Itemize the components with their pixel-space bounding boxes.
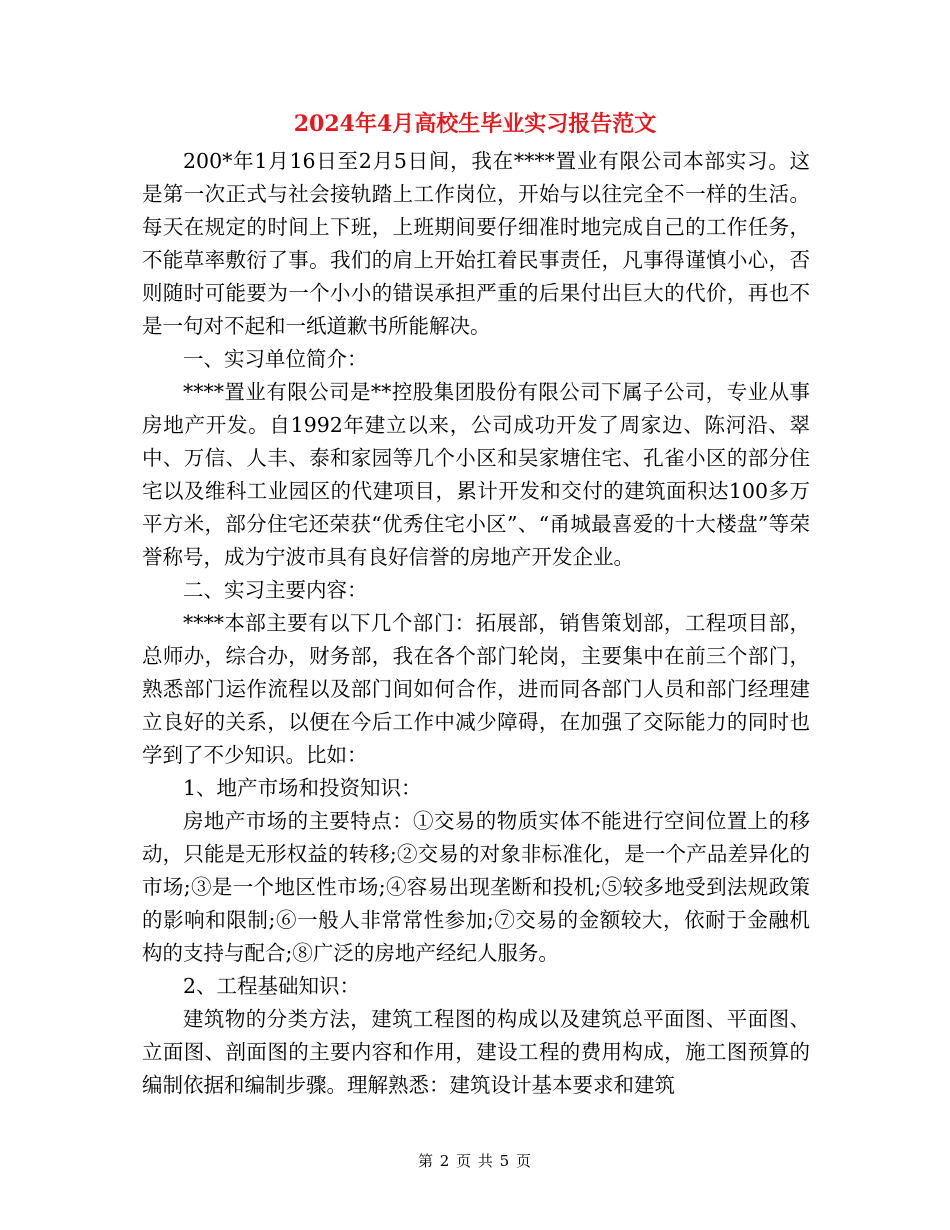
document-title: 2024年4月高校生毕业实习报告范文 bbox=[293, 111, 657, 137]
company-paragraph: ****置业有限公司是**控股集团股份有限公司下属子公司，专业从事房地产开发。自1992年建立以来，公司成功开发了周家边、陈河沿、翠中、万信、人丰、泰和家园等几个小区和吴家塘住宅、孔雀小区的部分住宅以及维科工业园区的代建项目，累计开发和交付的建筑面积达100多万平方米，部分住宅还荣获“优秀住宅小区”、“甬城最喜爱的十大楼盘”等荣誉称号，成为宁波市具有良好信誉的房地产开发企业。 bbox=[142, 380, 810, 569]
page-footer: 第 2 页 共 5 页 bbox=[418, 1152, 532, 1170]
subheading-market: 1、地产市场和投资知识： bbox=[183, 776, 422, 800]
departments-paragraph: ****本部主要有以下几个部门：拓展部，销售策划部，工程项目部，总师办，综合办，财务部，我在各个部门轮岗，主要集中在前三个部门，熟悉部门运作流程以及部门间如何合作，进而同各部门人员和部门经理建立良好的关系，以便在今后工作中减少障碍，在加强了交际能力的同时也学到了不少知识。比如： bbox=[142, 611, 810, 767]
market-paragraph: 房地产市场的主要特点：①交易的物质实体不能进行空间位置上的移动，只能是无形权益的转移;②交易的对象非标准化，是一个产品差异化的市场;③是一个地区性市场;④容易出现垄断和投机;⑤较多地受到法规政策的影响和限制;⑥一般人非常常性参加;⑦交易的金额较大，依耐于金融机构的支持与配合;⑧广泛的房地产经纪人服务。 bbox=[142, 809, 810, 965]
engineering-paragraph: 建筑物的分类方法，建筑工程图的构成以及建筑总平面图、平面图、立面图、剖面图的主要内容和作用，建设工程的费用构成，施工图预算的编制依据和编制步骤。理解熟悉：建筑设计基本要求和建筑 bbox=[142, 1007, 810, 1097]
intro-paragraph: 200*年1月16日至2月5日间，我在****置业有限公司本部实习。这是第一次正式与社会接轨踏上工作岗位，开始与以往完全不一样的生活。每天在规定的时间上下班，上班期间要仔细准时地完成自己的工作任务，不能草率敷衍了事。我们的肩上开始扛着民事责任，凡事得谨慎小心，否则随时可能要为一个小小的错误承担严重的后果付出巨大的代价，再也不是一句对不起和一纸道歉书所能解决。 bbox=[142, 149, 810, 338]
document-body bbox=[142, 145, 810, 1102]
section-heading-company: 一、实习单位简介： bbox=[183, 347, 368, 371]
subheading-engineering: 2、工程基础知识： bbox=[183, 974, 361, 998]
section-heading-content: 二、实习主要内容： bbox=[183, 578, 368, 602]
